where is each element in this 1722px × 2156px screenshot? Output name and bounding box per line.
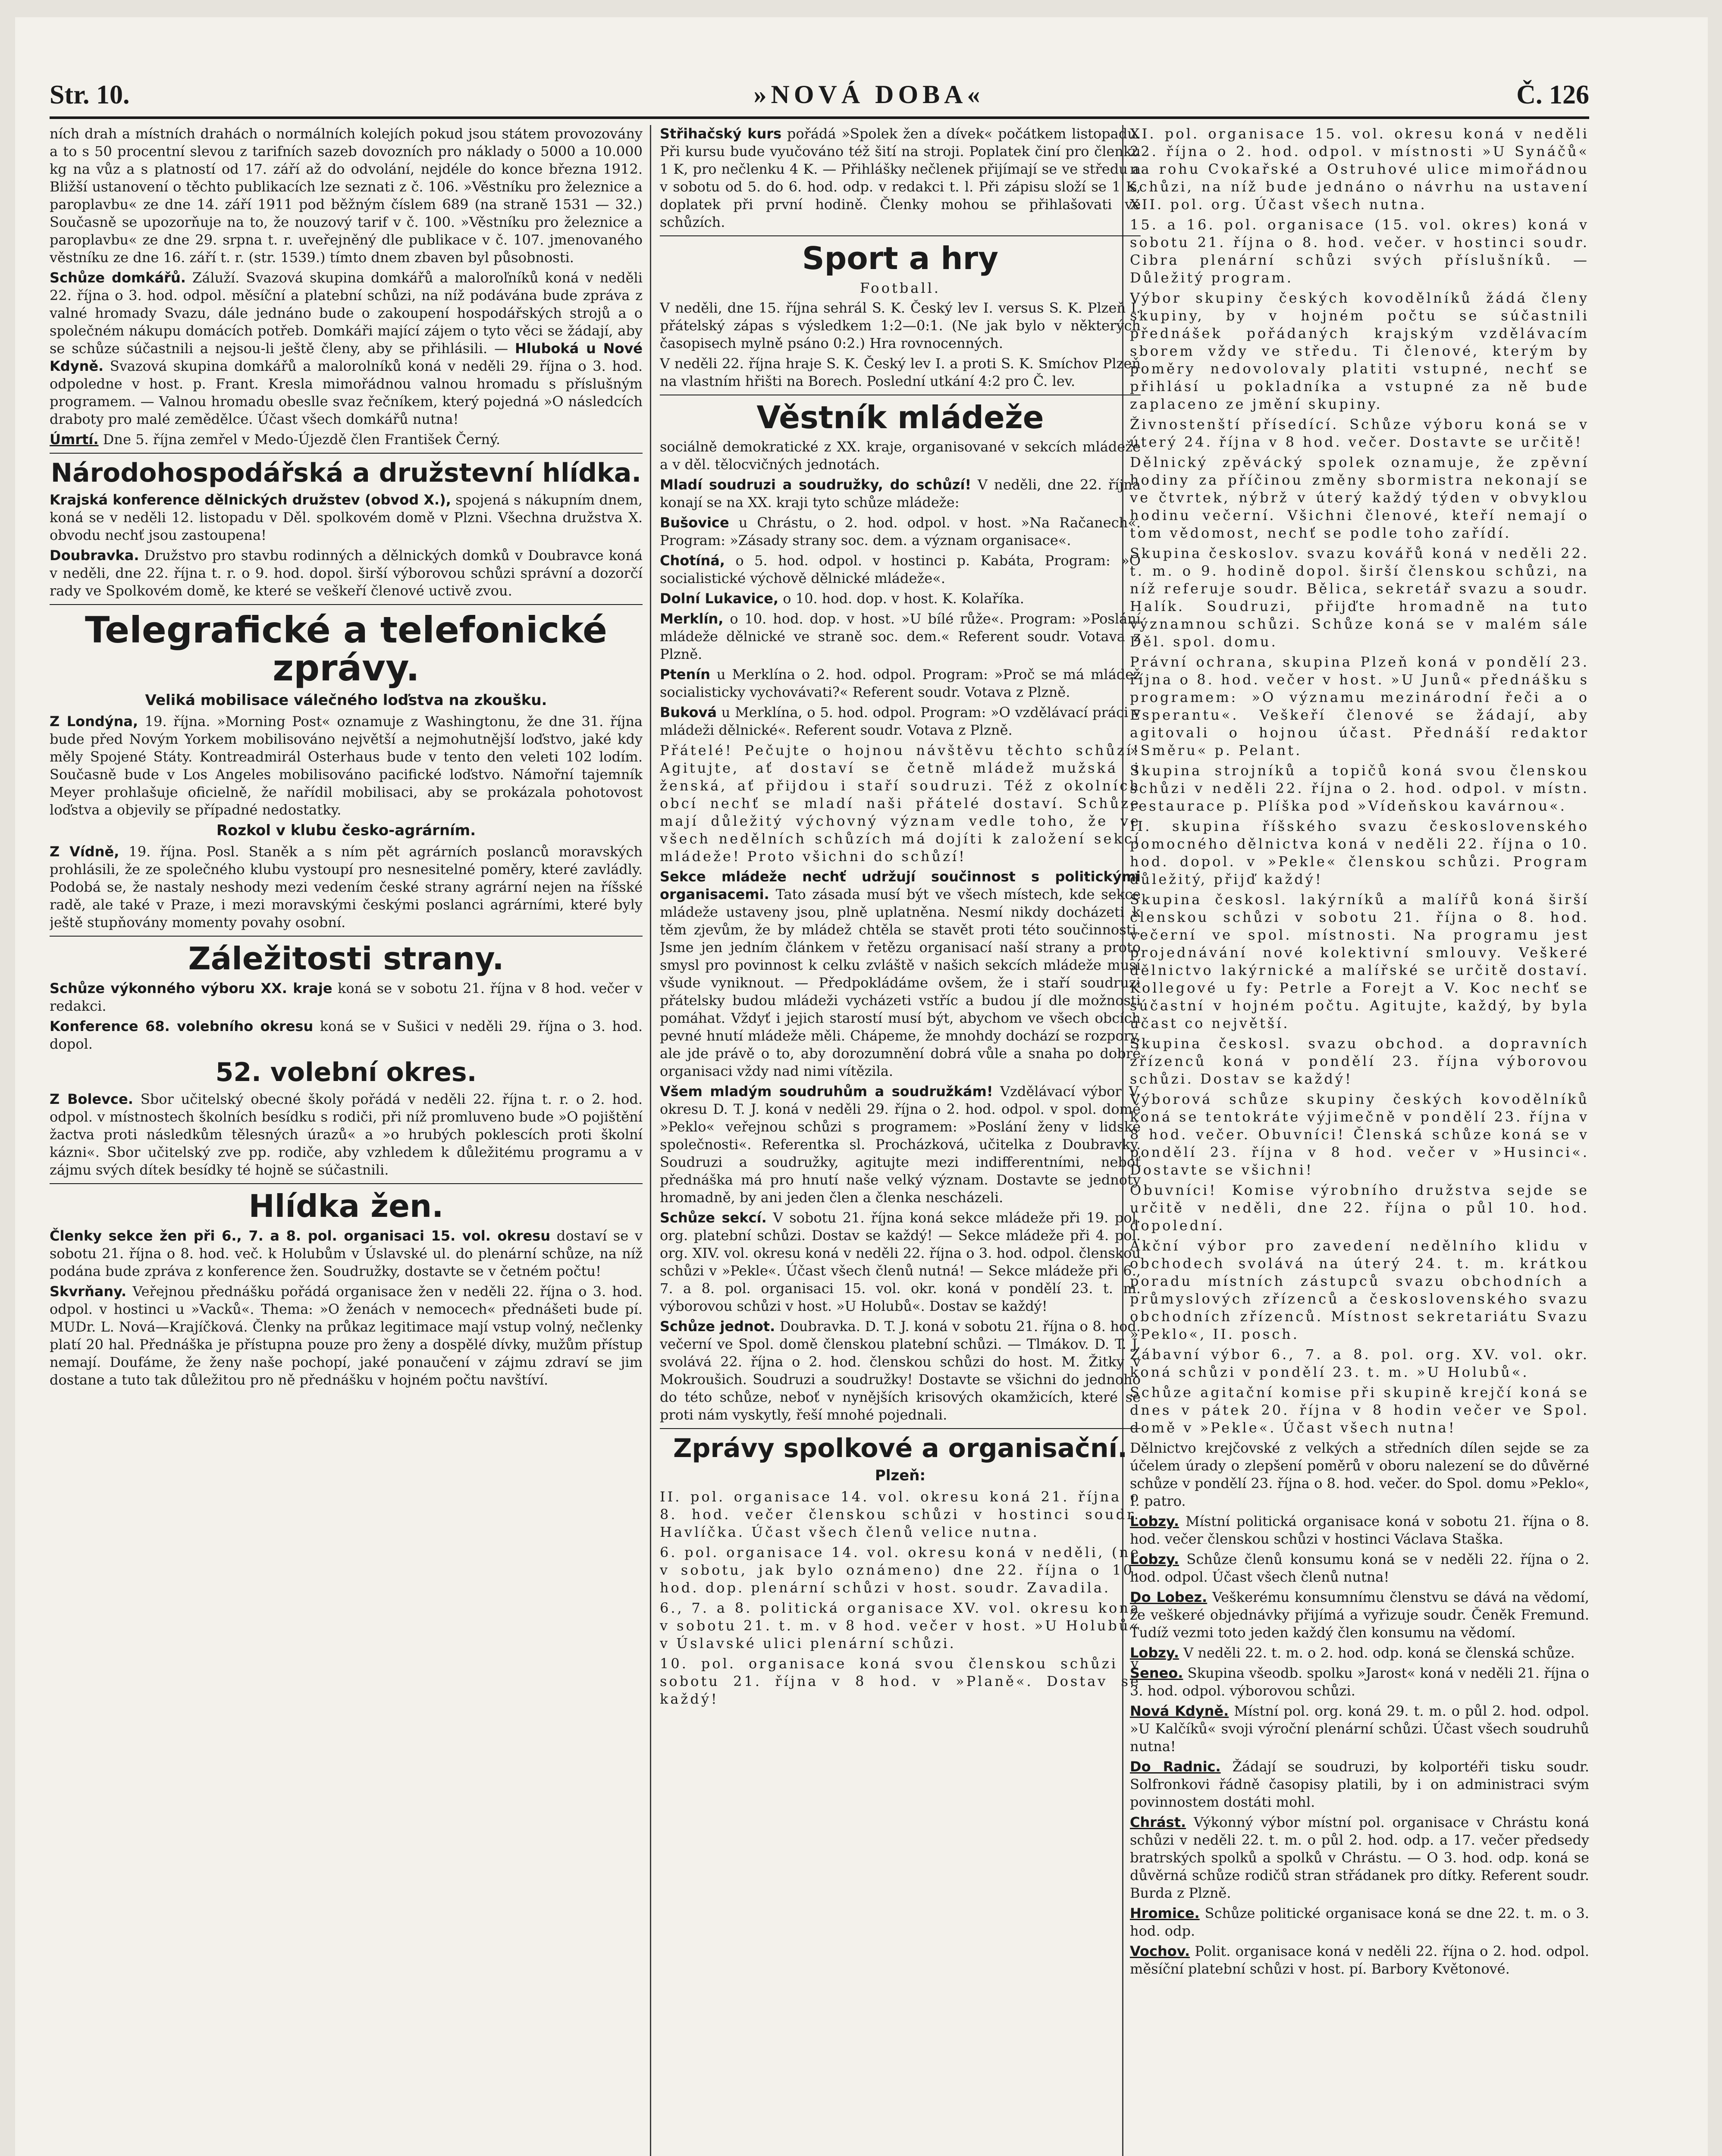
- article-keyword: Dolní Lukavice,: [660, 590, 779, 607]
- article-paragraph: V neděli, dne 15. října sehrál S. K. Český lev I. versus S. K. Plzeň I. přátelský zápas s výsledkem 1:2—0:1. (Ne jak bylo v některých časopisech mylně psáno 0:2.) Hra rovnocenných.: [660, 299, 1141, 351]
- section-rule: [50, 604, 643, 605]
- article-keyword: Z Vídně,: [50, 843, 119, 860]
- article-keyword: Chrást.: [1130, 1814, 1186, 1830]
- article-paragraph: Skvrňany. Veřejnou přednášku pořádá organisace žen v neděli 22. října o 3. hod. odpol. v hostinci u »Vacků«. Thema: »O ženách v nemocech« přednášeti bude pí. MUDr. L. Nová—Krajíčková. Členky na průkaz legitimace mají vstup volný, nečlenky platí 20 hal. Přednáška je přístupna pouze pro ženy a dospělé dívky, mužům přístup nemají. Doufáme, že ženy naše pochopí, jaké ponaučení v zájmu zdraví se jim dostane a tuto tak důležitou pro ně přednášku v hojném počtu navštíví.: [50, 1283, 643, 1388]
- section-rule: [50, 453, 643, 454]
- page-number: Str. 10.: [50, 80, 130, 110]
- article-keyword: Do Radnic.: [1130, 1758, 1221, 1775]
- article-paragraph: Nová Kdyně. Místní pol. org. koná 29. t. m. o půl 2. hod. odpol. »U Kalčíků« svoji výroční plenární schůzi. Účast všech soudruhů nutna!: [1130, 1703, 1589, 1755]
- article-keyword: Mladí soudruzi a soudružky, do schůzí!: [660, 476, 972, 493]
- article-paragraph: Seneo. Skupina všeodb. spolku »Jarost« koná v neděli 21. října o 3. hod. odpol. výborovou schůzi.: [1130, 1665, 1589, 1699]
- article-paragraph: Přátelé! Pečujte o hojnou návštěvu těchto schůzí! Agitujte, ať dostaví se četně mládež mužská i ženská, ať přijdou i staří soudruzi. Též z okolních obcí nechť se mladí naši přátelé dostaví. Schůze mají důležitý výchovný význam vedle toho, že ve všech nedělních schůzích má dojíti k založení sekcí mládeže! Proto všichni do schůzí!: [660, 742, 1141, 865]
- article-paragraph: Vochov. Polit. organisace koná v neděli 22. října o 2. hod. odpol. měsíční platební schůzi v host. pí. Barbory Květonové.: [1130, 1943, 1589, 1977]
- article-keyword: Hromice.: [1130, 1905, 1200, 1921]
- header-rule: [50, 116, 1589, 119]
- article-paragraph: Bušovice u Chrástu, o 2. hod. odpol. v host. »Na Račanech«. Program: »Zásady strany soc. dem. a význam organisace«.: [660, 514, 1141, 549]
- article-keyword: Do Lobez.: [1130, 1589, 1208, 1605]
- article-paragraph: Do Radnic. Žádají se soudruzi, by kolportéři tisku soudr. Solfronkovi řádně časopisy platili, by i on administraci svým povinnostem dostáti mohl.: [1130, 1758, 1589, 1810]
- article-paragraph: Zábavní výbor 6., 7. a 8. pol. org. XV. vol. okr. koná schůzi v pondělí 23. t. m. »U Holubů«.: [1130, 1346, 1589, 1380]
- article-paragraph: 10. pol. organisace koná svou členskou schůzi v sobotu 21. října v 8 hod. v »Planě«. Dostav se každý!: [660, 1655, 1141, 1708]
- article-paragraph: Ptenín u Merklína o 2. hod. odpol. Program: »Proč se má mládež socialisticky vychovávati?« Referent soudr. Votava z Plzně.: [660, 666, 1141, 701]
- article-paragraph: Úmrtí. Dne 5. října zemřel v Medo-Újezdě člen František Černý.: [50, 431, 501, 448]
- article-paragraph: Hromice. Schůze politické organisace koná se dne 22. t. m. o 3. hod. odp.: [1130, 1905, 1589, 1939]
- section-heading: Záležitosti strany.: [188, 940, 504, 977]
- section-heading: Hlídka žen.: [248, 1188, 444, 1224]
- article-paragraph: Schůze výkonného výboru XX. kraje koná se v sobotu 21. října v 8 hod. večer v redakci.: [50, 980, 643, 1014]
- article-paragraph: Dělnictvo krejčovské z velkých a středních dílen sejde se za účelem úrady o zlepšení poměrů v oboru nalezení se do důvěrné schůze v pondělí 23. října o 8. hod. večer. do Spol. domu »Peklo«, I. patro.: [1130, 1440, 1589, 1509]
- article-paragraph: Sekce mládeže nechť udržují součinnost s politickými organisacemi. Tato zásada musí být ve všech místech, kde sekce mládeže ustaveny jsou, plně uplatněna. Nesmí nikdy docházeti k těm zjevům, že by mládež chtěla se stavět proti této součinnosti. Jsme jen jedním článkem v řetězu organisací naší strany a proto smysl pro povinnost k celku zvláště v našich sekcích mládeže musí všude vyniknout. — Předpokládáme ovšem, že i staří soudruzi přátelsky budou mládeži vycházeti vstříc a budou jí dle možnosti pomáhat. Vždyť i jejich starostí musí být, abychom ve všech obcích pevné hnutí mládeže měli. Chápeme, že mnohdy dochází se rozpory, ale jde právě o to, aby dorozumnění dobrá vůle a snaha po dobré organisaci vždy nad nimi vítězila.: [660, 868, 1141, 1080]
- article-keyword: Lobzy.: [1130, 1645, 1179, 1661]
- article-keyword: Seneo.: [1130, 1665, 1183, 1681]
- masthead-title: »NOVÁ DOBA«: [753, 80, 985, 109]
- article-paragraph: sociálně demokratické z XX. kraje, organisované v sekcích mládeže a v děl. tělocvičných jednotách.: [660, 439, 1141, 473]
- article-keyword: Lobzy.: [1130, 1513, 1179, 1529]
- article-keyword: Hluboká u Nové Kdyně.: [50, 340, 643, 374]
- article-paragraph: Merklín, o 10. hod. dop. v host. »U bílé růže«. Program: »Poslání mládeže dělnické ve straně soc. dem.« Referent soudr. Votava z Plzně.: [660, 611, 1141, 663]
- article-paragraph: Lobzy. Schůze členů konsumu koná se v neděli 22. října o 2. hod. odpol. Účast všech členů nutna!: [1130, 1551, 1589, 1585]
- article-paragraph: Výbor skupiny českých kovodělníků žádá členy skupiny, by v hojném počtu se súčastnili přednášek pořádaných krajským vzdělávacím sborem vždy ve středu. Ti členové, kterým by poměry nedovolovaly platiti vstupné, nechť se přihlásí u pokladníka a vstupné za ně bude zaplaceno ze jmění skupiny.: [1130, 290, 1589, 412]
- article-keyword: Merklín,: [660, 611, 724, 627]
- article-keyword: Sekce mládeže nechť udržují součinnost s politickými organisacemi.: [660, 868, 1141, 903]
- article-keyword: Krajská konference dělnických družstev (obvod X.),: [50, 492, 451, 508]
- article-keyword: Ptenín: [660, 666, 710, 683]
- section-heading: Věstník mládeže: [756, 399, 1044, 436]
- article-paragraph: Skupina českosl. lakýrníků a malířů koná širší členskou schůzi v sobotu 21. října o 8. hod. večerní ve spol. místnosti. Na programu jest projednávání nové kolektivní smlouvy. Veškeré dělnictvo lakýrnické a malířské se určitě dostaví. Kollegové u fy: Petrle a Forejt a V. Koc nechť se súčastní v hojném počtu. Agitujte, každý, by byla účast co největší.: [1130, 891, 1589, 1031]
- article-paragraph: Živnostenští přísedící. Schůze výboru koná se v úterý 24. října v 8 hod. večer. Dostavte se určitě!: [1130, 416, 1589, 450]
- article-paragraph: Schůze jednot. Doubravka. D. T. J. koná v sobotu 21. října o 8. hod. večerní ve Spol. domě členskou platební schůzi. — Tlmákov. D. T. J. svolává 22. října o 2. hod. členskou schůzi do host. M. Žitky v Mokroušich. Soudruzi a soudružky! Dostavte se všichni do jednoho do této schůze, neboť v nynějších krisových okamžicích, které se proti nám vyskytly, řeší mnohé pojednali.: [660, 1318, 1141, 1423]
- article-paragraph: Obuvníci! Komise výrobního družstva sejde se určitě v neděli, dne 22. října o půl 10. hod. dopolední.: [1130, 1182, 1589, 1234]
- article-paragraph: 15. a 16. pol. organisace (15. vol. okres) koná v sobotu 21. října o 8. hod. večer. v hostinci soudr. Cibra plenární schůzi svých příslušníků. — Důležitý program.: [1130, 216, 1589, 286]
- article-paragraph: Akční výbor pro zavedení nedělního klidu v obchodech svolává na úterý 24. t. m. krátkou poradu místních zástupců svazu obchodních a průmyslových zřízenců a československého svazu obchodních zřízenců. Místnost sekretariátu Svazu »Peklo«, II. posch.: [1130, 1238, 1589, 1342]
- article-keyword: Vochov.: [1130, 1943, 1190, 1959]
- column-3: [1130, 125, 1589, 2156]
- article-keyword: Chotíná,: [660, 552, 725, 569]
- article-paragraph: Buková u Merklína, o 5. hod. odpol. Program: »O vzdělávací práci v mládeži dělnické«. Referent soudr. Votava z Plzně.: [660, 704, 1141, 739]
- article-paragraph: 6. pol. organisace 14. vol. okresu koná v neděli, (ne v sobotu, jak bylo oznámeno) dne 22. října o 10. hod. dop. plenární schůzi v host. soudr. Zavadila.: [660, 1544, 1141, 1596]
- article-subheading: Rozkol v klubu česko-agrárním.: [216, 822, 476, 840]
- article-subheading: Plzeň:: [875, 1467, 926, 1485]
- article-paragraph: Z Londýna, 19. října. »Morning Post« oznamuje z Washingtonu, že dne 31. října bude před Novým Yorkem mobilisováno největší a nejmohutnější loďstvo, jaké kdy měly Spojené Státy. Kontreadmirál Osterhaus bude v tento den veleti 102 lodím. Současně bude v Los Angeles mobilisováno pacifické loďstvo. Námořní tajemník Meyer prohlašuje oficielně, že nařídil mobilisaci, aby se prokázala pohotovost loďstva a objevily se případné nedostatky.: [50, 713, 643, 818]
- article-keyword: Z Bolevce.: [50, 1091, 133, 1107]
- article-paragraph: Z Vídně, 19. října. Posl. Staněk a s ním pět agrárních poslanců moravských prohlásili, že ze společného klubu vystoupí pro nesnesitelné poměry, které zavládly. Podobá se, že nastaly neshody mezi vedením české strany agrární nejen na říšské radě, ale také v Praze, i mezi moravskými českými poslanci agrárními, které byly ještě stupňovány momenty povahy osobní.: [50, 843, 643, 931]
- article-paragraph: Schůze sekcí. V sobotu 21. října koná sekce mládeže při 19. pol. org. platební schůzi. Dostav se každý! — Sekce mládeže při 4. pol. org. XIV. vol. okresu koná v neděli 22. října o 3. hod. odpol. členskou schůzi v »Pekle«. Účast všech členů nutná! — Sekce mládeže při 6., 7. a 8. pol. organisaci 15. vol. okr. koná v pondělí 23. t. m. výborovou schůzi v host. »U Holubů«. Dostav se každý!: [660, 1210, 1141, 1315]
- article-paragraph: Schůze agitační komise při skupině krejčí koná se dnes v pátek 20. října v 8 hodin večer ve Spol. domě v »Pekle«. Účast všech nutna!: [1130, 1384, 1589, 1436]
- section-heading: Národohospodářská a družstevní hlídka.: [50, 458, 642, 488]
- article-paragraph: Všem mladým soudruhům a soudružkám! Vzdělávací výbor V. okresu D. T. J. koná v neděli 29. října o 2. hod. odpol. v spol. domě »Peklo« veřejnou schůzi s programem: »Poslání ženy v lidské společnosti«. Referentka sl. Procházková, učitelka z Doubravky. Soudruzi a soudružky, agitujte mezi indifferentními, neboť přednáška má pro hnutí naše velký význam. Dostavte se jednoty hromadně, by ani jeden člen a členka nescházeli.: [660, 1083, 1141, 1206]
- article-keyword: Buková: [660, 704, 717, 721]
- article-paragraph: Lobzy. Místní politická organisace koná v sobotu 21. října o 8. hod. večer členskou schůzi v hostinci Václava Staška.: [1130, 1513, 1589, 1547]
- article-keyword: Schůze domkářů.: [50, 270, 186, 286]
- article-paragraph: Skupina českoslov. svazu kovářů koná v neděli 22. t. m. o 9. hodině dopol. širší členskou schůzi, na níž referuje soudr. Bělica, sekretář svazu a soudr. Halík. Soudruzi, přijďte hromadně na tuto významnou schůzi. Schůze koná se v malém sále Děl. spol. domu.: [1130, 545, 1589, 650]
- article-paragraph: Do Lobez. Veškerému konsumnímu členstvu se dává na vědomí, že veškeré objednávky přijímá a vyřizuje soudr. Čeněk Fremund. Tudíž vezmi toto jeden každý člen konsumu na vědomí.: [1130, 1589, 1589, 1641]
- article-paragraph: ních drah a místních drahách o normálních kolejích pokud jsou státem provozovány a to s 50 procentní slevou z tarifních sazeb dovozních pro náklady o 5000 a 10.000 kg na vůz a s platností od 17. září až do odvolání, nejdéle do konce března 1912. Bližší ustanovení o těchto publikacích lze seznati z č. 106. »Věstníku pro železnice a paroplavbu« ze dne 14. září 1911 pod běžným číslem 689 (na straně 1531 — 32.) Současně se upozorňuje na to, že nouzový tarif v č. 100. »Věstníku pro železnice a paroplavbu« ze dne 29. srpna t. r. uveřejněný dle publikace v č. 107. jmenovaného věstníku ze dne 16. září t. r. (str. 1539.) tímto dnem zbaven byl působnosti.: [50, 125, 643, 266]
- section-rule: [660, 235, 1141, 236]
- article-paragraph: 6., 7. a 8. politická organisace XV. vol. okresu koná v sobotu 21. t. m. v 8 hod. večer v host. »U Holubů« v Úslavské ulici plenární schůzi.: [660, 1600, 1141, 1652]
- article-paragraph: Chotíná, o 5. hod. odpol. v hostinci p. Kabáta, Program: »O socialistické výchově dělnické mládeže«.: [660, 552, 1141, 587]
- article-keyword: Schůze výkonného výboru XX. kraje: [50, 980, 332, 997]
- article-paragraph: Konference 68. volebního okresu koná se v Sušici v neděli 29. října o 3. hod. dopol.: [50, 1018, 643, 1052]
- article-subheading: Football.: [859, 279, 941, 296]
- article-paragraph: Střihačský kurs pořádá »Spolek žen a dívek« počátkem listopadu. Při kursu bude vyučováno též šití na stroji. Poplatek činí pro členku 1 K, pro nečlenku 4 K. — Přihlášky nečlenek přijímají se ve středu a v sobotu od 5. do 6. hod. odp. v redakci t. l. Při zápisu složí se 1 K, doplatek při první hodině. Členky mohou se přihlašovati ve schůzích.: [660, 125, 1141, 230]
- article-keyword: Členky sekce žen při 6., 7. a 8. pol. organisaci 15. vol. okresu: [50, 1227, 551, 1244]
- article-subheading: Veliká mobilisace válečného loďstva na zkoušku.: [145, 692, 547, 709]
- article-keyword: Doubravka.: [50, 547, 139, 564]
- page-header: [50, 80, 1589, 119]
- article-paragraph: V neděli 22. října hraje S. K. Český lev I. a proti S. K. Smíchov Plzeň na vlastním hřišti na Borech. Poslední utkání 4:2 pro Č. lev.: [660, 355, 1141, 389]
- article-keyword: Všem mladým soudruhům a soudružkám!: [660, 1083, 993, 1100]
- column-1: [50, 125, 643, 2156]
- section-heading: Zprávy spolkové a organisační.: [673, 1433, 1128, 1464]
- section-rule: [660, 1428, 1141, 1429]
- article-paragraph: Právní ochrana, skupina Plzeň koná v pondělí 23. října o 8. hod. večer v host. »U Junů« přednášku s programem: »O významu mezinárodní řeči a o Esperantu«. Veškeří členové se žádají, aby agitovali o hojnou účast. Přednáší redaktor »Směru« p. Pelant.: [1130, 654, 1589, 758]
- article-keyword: Schůze jednot.: [660, 1318, 775, 1335]
- article-keyword: Konference 68. volebního okresu: [50, 1018, 314, 1034]
- article-paragraph: XI. pol. organisace 15. vol. okresu koná v neděli 22. října o 2. hod. odpol. v místnosti »U Synáčů« na rohu Cvokařské a Ostruhové ulice mimořádnou schůzi, na níž bude jednáno o návrhu na ustavení XII. pol. org. Účast všech nutna.: [1130, 125, 1589, 213]
- article-paragraph: Členky sekce žen při 6., 7. a 8. pol. organisaci 15. vol. okresu dostaví se v sobotu 21. října o 8. hod. več. k Holubům v Úslavské ul. do plenární schůze, na níž podána bude zpráva z konference žen. Soudružky, dostavte se v četném počtu!: [50, 1227, 643, 1279]
- article-paragraph: Dolní Lukavice, o 10. hod. dop. v host. K. Kolaříka.: [660, 590, 1024, 607]
- column-2: [660, 125, 1141, 2156]
- section-heading: Sport a hry: [802, 240, 999, 276]
- section-rule: [50, 1183, 643, 1184]
- article-paragraph: Skupina strojníků a topičů koná svou členskou schůzi v neděli 22. října o 2. hod. odpol. v místn. restaurace p. Plíška pod »Vídeňskou kavárnou«.: [1130, 762, 1589, 814]
- article-keyword: Lobzy.: [1130, 1551, 1179, 1567]
- article-paragraph: Lobzy. V neděli 22. t. m. o 2. hod. odp. koná se členská schůze.: [1130, 1645, 1575, 1661]
- article-paragraph: Výborová schůze skupiny českých kovodělníků koná se tentokráte výjimečně v pondělí 23. října v 8 hod. večer. Obuvníci! Členská schůze koná se v pondělí 23. října v 8 hod. večer v »Husinci«. Dostavte se všichni!: [1130, 1091, 1589, 1178]
- article-keyword: Nová Kdyně.: [1130, 1703, 1229, 1719]
- column-divider: [650, 125, 651, 2156]
- article-keyword: Z Londýna,: [50, 713, 138, 730]
- section-heading: 52. volební okres.: [215, 1057, 477, 1087]
- article-keyword: Skvrňany.: [50, 1283, 127, 1300]
- article-paragraph: Doubravka. Družstvo pro stavbu rodinných a dělnických domků v Doubravce koná v neděli, dne 22. října t. r. o 9. hod. dopol. širší výborovou schůzi správní a dozorčí rady ve Spolkovém domě, ke které se veškeří členové uctivě zvou.: [50, 547, 643, 599]
- article-paragraph: Mladí soudruzi a soudružky, do schůzí! V neděli, dne 22. října konají se na XX. kraji tyto schůze mládeže:: [660, 476, 1141, 511]
- article-keyword: Střihačský kurs: [660, 125, 782, 142]
- article-keyword: Úmrtí.: [50, 431, 99, 448]
- article-paragraph: Chrást. Výkonný výbor místní pol. organisace v Chrástu koná schůzi v neděli 22. t. m. o půl 2. hod. odp. a 17. večer předsedy bratrských spolků a spolků v Chrástu. — O 3. hod. odp. koná se důvěrná schůze rodičů stran střádanek pro dítky. Referent soudr. Burda z Plzně.: [1130, 1814, 1589, 1901]
- issue-number: Č. 126: [1516, 80, 1589, 110]
- article-paragraph: Dělnický zpěvácký spolek oznamuje, že zpěvní hodiny za příčinou změny sbormistra nekonají se ve čtvrtek, nýbrž v úterý každý týden v obvyklou hodinu večerní. Všichni členové, kteří nemají o tom vědomost, nechť se podle toho zařídí.: [1130, 454, 1589, 541]
- article-keyword: Bušovice: [660, 514, 729, 531]
- section-rule: [50, 936, 643, 937]
- article-paragraph: II. pol. organisace 14. vol. okresu koná 21. října o 8. hod. večer členskou schůzi v hostinci soudr. Havlíčka. Účast všech členů velice nutna.: [660, 1489, 1141, 1541]
- article-paragraph: Schůze domkářů. Záluží. Svazová skupina domkářů a maloroľníků koná v neděli 22. října o 3. hod. odpol. měsíční a platební schůzi, na níž podávána bude zpráva z valné hromady Svazu, dále jednáno bude o zakoupení hospodářských strojů a o společném nákupu domácích potřeb. Domkáři mající zájem o tyto věci se žádají, aby se schůze súčastnili a nejsou-li ještě členy, aby se přihlásili. — Hluboká u Nové Kdyně. Svazová skupina domkářů a malorolníků koná v neděli 29. října o 3. hod. odpoledne v host. p. Frant. Kresla mimořádnou valnou hromadu s příslušným programem. — Valnou hromadu obeslle svaz řečníkem, který pojedná »O následcích draboty pro malé zemědělce. Účast všech domkářů nutna!: [50, 270, 643, 427]
- article-paragraph: II. skupina říšského svazu československého pomocného dělnictva koná v neděli 22. října o 10. hod. dopol. v »Pekle« členskou schůzi. Program důležitý, přijď každý!: [1130, 818, 1589, 887]
- article-paragraph: Z Bolevce. Sbor učitelský obecné školy pořádá v neděli 22. října t. r. o 2. hod. odpol. v místnostech školních besídku s rodiči, při níž promluveno bude »O pojištění žactva proti následkům tělesných úrazů« a »o hrubých poklescích proti školní kázni«. Sbor učitelský zve pp. rodiče, aby vzhledem k důležitému programu a v zájmu svých dítek besídky té hojně se súčastnili.: [50, 1091, 643, 1178]
- article-keyword: Schůze sekcí.: [660, 1210, 767, 1226]
- section-heading: Telegrafické a telefonické zprávy.: [85, 609, 608, 689]
- article-paragraph: Skupina českosl. svazu obchod. a dopravních zřízenců koná v pondělí 23. října výborovou schůzi. Dostav se každý!: [1130, 1035, 1589, 1087]
- article-paragraph: Krajská konference dělnických družstev (obvod X.), spojená s nákupním dnem, koná se v neděli 12. listopadu v Děl. spolkovém domě v Plzni. Všechna družstva X. obvodu nechť jsou zastoupena!: [50, 492, 643, 543]
